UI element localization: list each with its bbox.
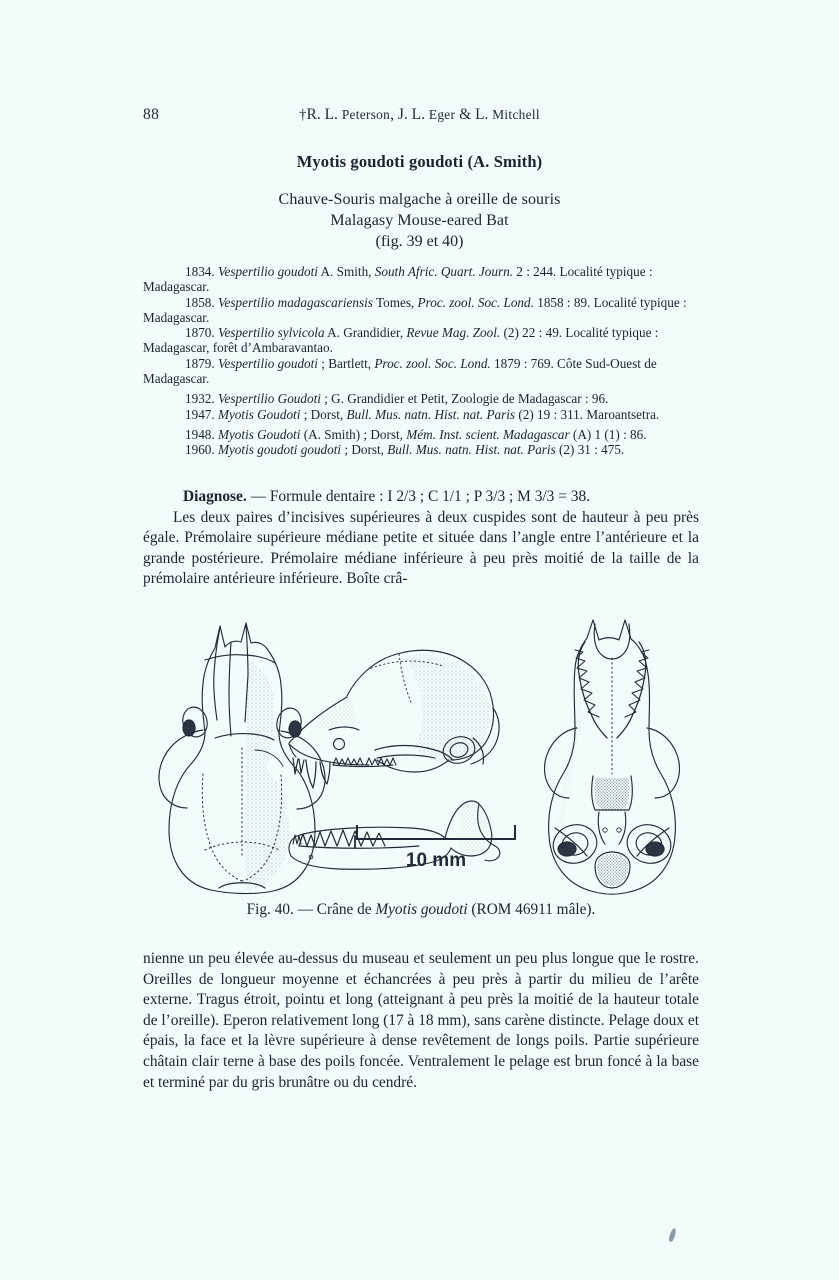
dental-formula: Formule dentaire : I 2/3 ; C 1/1 ; P 3/3 ; M 3/3 = 38. (269, 488, 590, 505)
synonymy-citation: 1858 : 89. Localité typique : Madagascar. (143, 294, 687, 325)
synonymy-citation: (2) 22 : 49. Localité typique : Madagascar, forêt d’Ambaravantao. (143, 325, 659, 356)
synonymy-year: 1932. (185, 391, 218, 407)
species-authority: (A. Smith) (463, 152, 543, 171)
synonymy-citation: 2 : 244. Localité typique : Madagascar. (143, 264, 653, 295)
synonymy-year: 1879. (185, 355, 218, 371)
figure-caption-taxon: Myotis goudoti (375, 901, 468, 918)
synonymy-year: 1858. (185, 294, 218, 310)
synonymy-citation: 1879 : 769. Côte Sud-Ouest de Madagascar. (143, 355, 657, 387)
synonymy-author: ; Dorst, (341, 442, 388, 458)
synonymy-year: 1960. (185, 442, 218, 458)
synonymy-taxon: Vespertilio sylvicola (217, 325, 325, 341)
synonymy-entry (143, 356, 698, 387)
synonymy-source: Bull. Mus. natn. Hist. nat. Paris (387, 442, 556, 458)
figure-skull-plate (143, 598, 699, 898)
synonymy-citation: (2) 19 : 311. Maroantsetra. (515, 406, 660, 422)
author-separator-one: , (390, 106, 398, 123)
synonymy-entry (143, 325, 698, 356)
synonymy-source: Proc. zool. Soc. Lond. (417, 294, 534, 310)
lateral-skull-view (289, 650, 499, 788)
author-three-initials: L. (475, 106, 493, 123)
synonymy-entry (143, 295, 698, 326)
synonymy-author: ; Bartlett, (317, 355, 375, 371)
ink-mark-artifact (668, 1228, 677, 1243)
mandible-view (289, 801, 500, 869)
author-one-initials: R. L. (306, 106, 342, 123)
synonymy-entry (143, 391, 698, 406)
dagger-symbol: † (299, 107, 307, 123)
synonymy-citation: (A) 1 (1) : 86. (569, 426, 647, 442)
description-paragraph: nienne un peu élevée au-dessus du museau et seulement un peu plus longue que le rostre. Oreilles de longueur moyenne et échancrées à peu près à partir du milieu de l’arête externe. Tragus étroit, pointu et long (atteignant à peu près la moitié de la hauteur totale de l’oreille). Eperon relativement long (17 à 18 mm), sans carène distincte. Pelage doux et épais, la face et la lèvre supérieure à dense revêtement de longs poils. Partie supérieure châtain clair terne à base des poils foncée. Ventralement le pelage est brun foncé à la base et terminé par du gris brunâtre ou du cendré. (143, 950, 700, 1091)
description-section (143, 949, 699, 1093)
page-folio-number: 88 (143, 106, 160, 123)
figure-caption (143, 901, 699, 919)
synonymy-year: 1834. (185, 264, 218, 279)
synonymy-source: Bull. Mus. natn. Hist. nat. Paris (346, 406, 516, 422)
author-separator-two: & (455, 106, 476, 123)
running-head (143, 106, 696, 128)
synonymy-entry (143, 407, 698, 422)
synonymy-author: ; G. Grandidier et Petit, Zoologie de Madagascar : 96. (320, 391, 609, 407)
synonymy-year: 1947. (185, 406, 218, 422)
author-three-surname: Mitchell (492, 107, 540, 122)
skull-illustrations (143, 598, 699, 898)
synonymy-source: Proc. zool. Soc. Lond. (374, 355, 491, 371)
synonymy-author: (A. Smith) ; Dorst, (300, 426, 407, 442)
running-head-authors (143, 106, 696, 124)
diagnosis-paragraph: Les deux paires d’incisives supérieures à deux cuspides sont de hauteur à peu près égale. Prémolaire supérieure médiane petite et située dans l’angle entre l’antérieure et la grande postérieure. Prémolaire médiane inférieure à peu près moitié de la taille de la prémolaire antérieure inférieure. Boîte crâ- (143, 508, 699, 588)
dorsal-skull-view (159, 623, 325, 894)
species-name: Myotis goudoti goudoti (296, 152, 464, 171)
diagnosis-dash: — (246, 488, 270, 505)
synonymy-author: Tomes, (372, 294, 418, 310)
synonymy-taxon: Myotis goudoti goudoti (217, 442, 342, 458)
species-heading (143, 152, 696, 172)
synonymy-taxon: Myotis Goudoti (217, 406, 301, 422)
author-two-initials: J. L. (397, 106, 429, 123)
synonymy-taxon: Vespertilio Goudoti (217, 391, 321, 407)
figure-reference: (fig. 39 et 40) (375, 233, 464, 250)
scale-bar-label: 10 mm (405, 850, 467, 871)
synonymy-entry (143, 427, 698, 442)
synonymy-year: 1948. (185, 426, 218, 442)
dental-formula-line (143, 487, 699, 508)
synonymy-citation: (2) 31 : 475. (555, 442, 625, 458)
synonymy-list (143, 264, 698, 458)
synonymy-year: 1870. (185, 325, 218, 341)
synonymy-taxon: Vespertilio goudoti (217, 264, 318, 279)
diagnosis-section (143, 487, 699, 590)
synonymy-taxon: Vespertilio madagascariensis (217, 294, 373, 310)
synonymy-author: ; Dorst, (300, 406, 347, 422)
synonymy-source: South Afric. Quart. Journ. (374, 264, 513, 279)
synonymy-entry (143, 442, 698, 457)
synonymy-source: Revue Mag. Zool. (406, 325, 501, 341)
synonymy-entry (143, 264, 698, 295)
author-two-surname: Eger (428, 107, 456, 122)
synonymy-taxon: Myotis Goudoti (217, 426, 301, 442)
vernacular-name-english: Malagasy Mouse-eared Bat (330, 212, 509, 229)
diagnosis-heading: Diagnose. (183, 488, 247, 505)
author-one-surname: Peterson (341, 107, 391, 122)
synonymy-taxon: Vespertilio goudoti (217, 355, 318, 371)
synonymy-source: Mém. Inst. scient. Madagascar (406, 426, 570, 442)
figure-caption-specimen: (ROM 46911 mâle). (467, 901, 596, 918)
vernacular-name-french: Chauve-Souris malgache à oreille de souris (278, 191, 561, 208)
synonymy-author: A. Smith, (317, 264, 375, 279)
title-block (143, 152, 696, 252)
figure-caption-label: Fig. 40. — Crâne de (246, 901, 376, 918)
synonymy-author: A. Grandidier, (324, 325, 407, 341)
ventral-skull-view (545, 620, 680, 894)
